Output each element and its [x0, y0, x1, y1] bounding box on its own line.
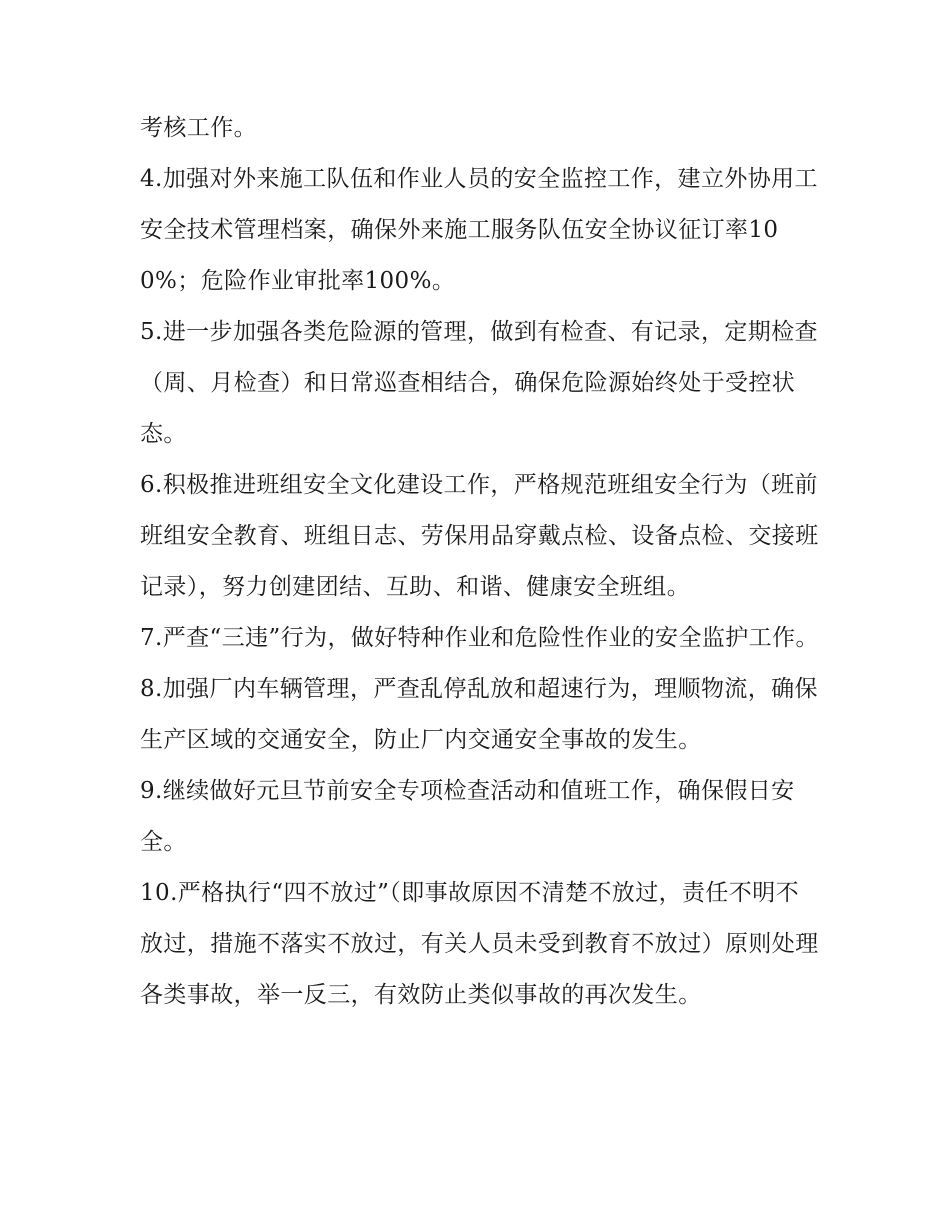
paragraph-item-9: 9.继续做好元旦节前安全专项检查活动和值班工作，确保假日安全。: [140, 778, 795, 855]
paragraph-item-4: 4.加强对外来施工队伍和作业人员的安全监控工作，建立外协用工安全技术管理档案，确保外来施工服务队伍安全协议征订率100%；危险作业审批率100%。: [140, 166, 818, 294]
paragraph-item-8: 8.加强厂内车辆管理，严查乱停乱放和超速行为，理顺物流，确保生产区域的交通安全，防止厂内交通安全事故的发生。: [140, 676, 818, 753]
paragraph-item-6: 6.积极推进班组安全文化建设工作，严格规范班组安全行为（班前班组安全教育、班组日志、劳保用品穿戴点检、设备点检、交接班记录），努力创建团结、互助、和谐、健康安全班组。: [140, 472, 819, 600]
paragraph-item-7: 7.严查“三违”行为，做好特种作业和危险性作业的安全监护工作。: [140, 625, 819, 651]
paragraph-continuation: 考核工作。: [140, 115, 257, 141]
document-body: [140, 103, 820, 1021]
paragraph-item-10: 10.严格执行“四不放过”（即事故原因不清楚不放过，责任不明不放过，措施不落实不放过，有关人员未受到教育不放过）原则处理各类事故，举一反三，有效防止类似事故的再次发生。: [140, 880, 819, 1008]
paragraph-item-5: 5.进一步加强各类危险源的管理，做到有检查、有记录，定期检查（周、月检查）和日常巡查相结合，确保危险源始终处于受控状态。: [140, 319, 818, 447]
